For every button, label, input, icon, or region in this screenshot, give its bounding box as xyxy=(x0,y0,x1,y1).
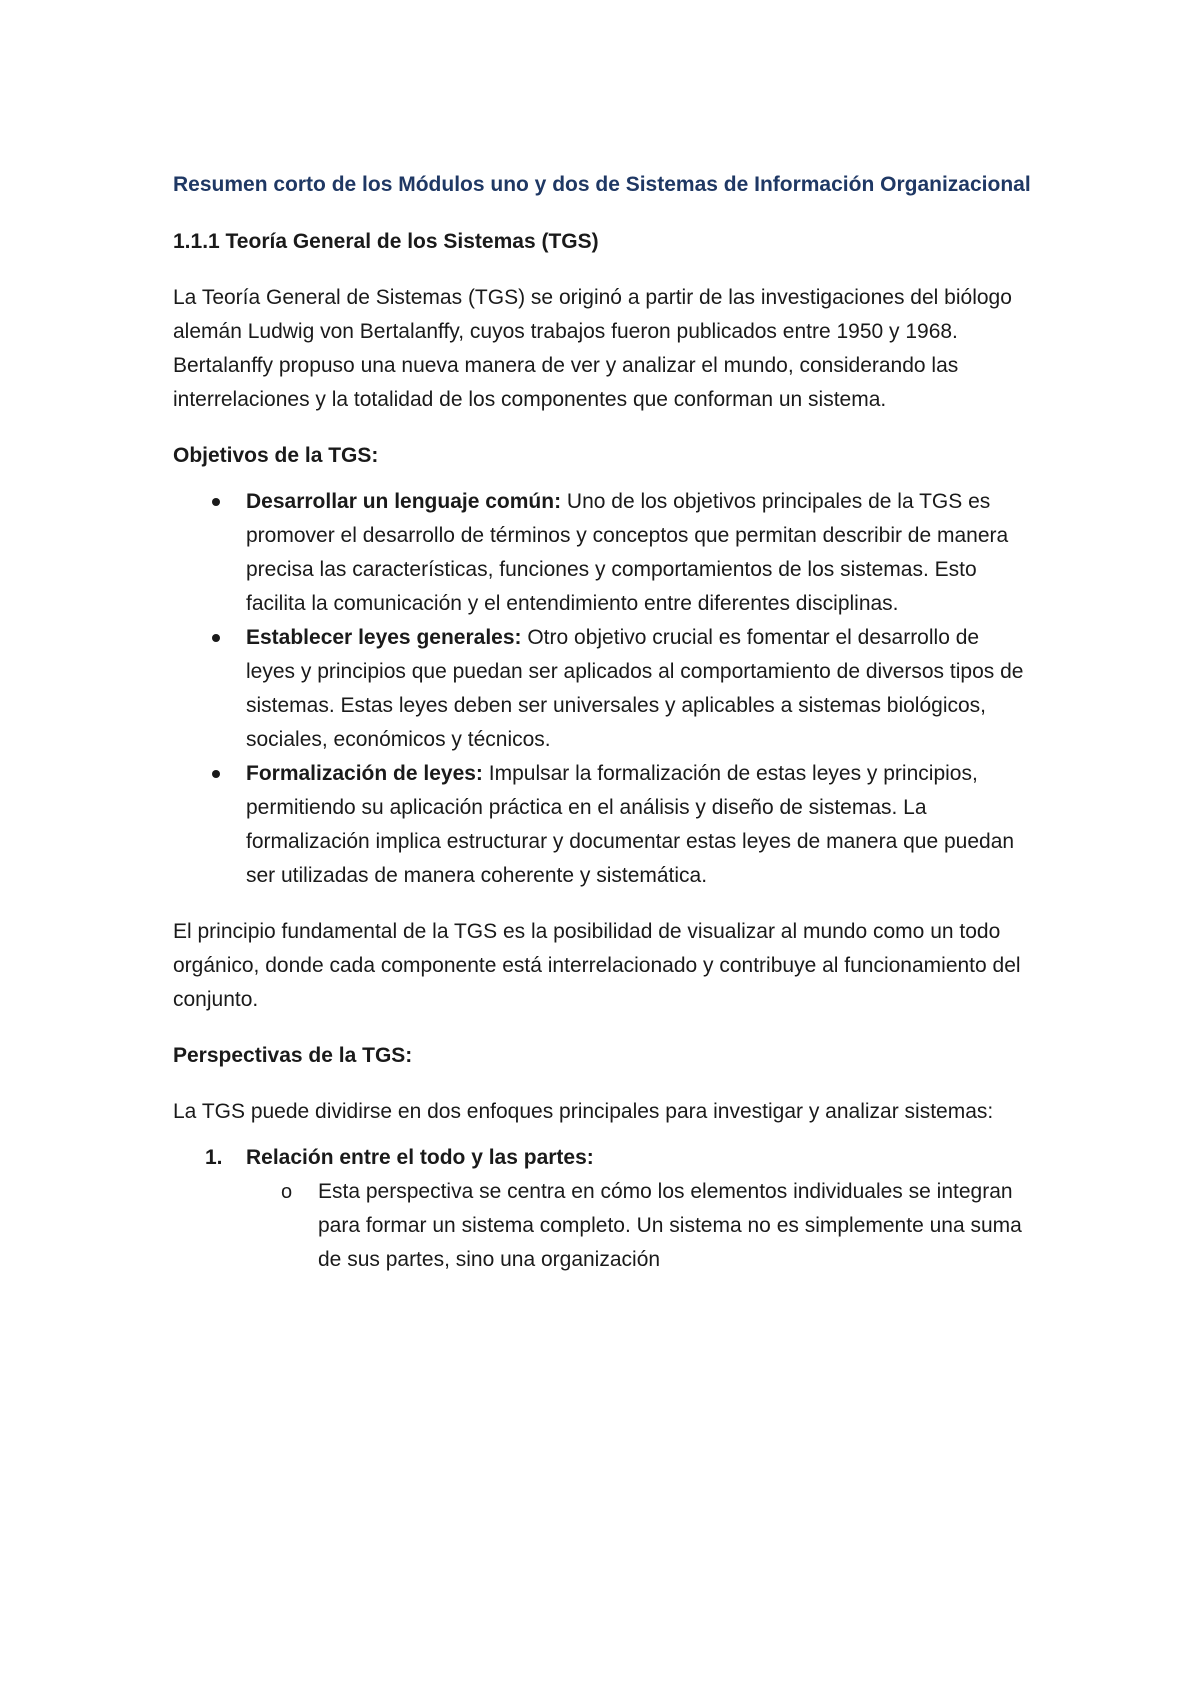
objective-term: Establecer leyes generales: xyxy=(246,626,522,649)
bullet-icon xyxy=(212,634,220,642)
objectives-list xyxy=(173,473,1033,893)
sub-list-item xyxy=(246,1175,1033,1277)
document-body xyxy=(173,168,1033,1277)
list-item xyxy=(173,485,1033,621)
objective-term: Desarrollar un lenguaje común: xyxy=(246,490,562,513)
sub-item-text: Esta perspectiva se centra en cómo los elementos individuales se integran para formar un sistema completo. Un sistema no es simplemente una suma de sus partes, sino una organización xyxy=(318,1180,1022,1271)
list-item xyxy=(173,621,1033,757)
list-item xyxy=(173,757,1033,893)
objective-term: Formalización de leyes: xyxy=(246,762,483,785)
intro-paragraph: La Teoría General de Sistemas (TGS) se originó a partir de las investigaciones del biólogo alemán Ludwig von Bertalanffy, cuyos trabajos fueron publicados entre 1950 y 1968. Bertalanffy propuso una nueva manera de ver y analizar el mundo, considerando las interrelaciones y la totalidad de los componentes que conforman un sistema. xyxy=(173,286,1012,411)
document-title: Resumen corto de los Módulos uno y dos de Sistemas de Información Organizacional xyxy=(173,173,1031,196)
bullet-icon xyxy=(212,770,220,778)
perspectives-intro: La TGS puede dividirse en dos enfoques principales para investigar y analizar sistemas: xyxy=(173,1100,994,1123)
perspective-label: Relación entre el todo y las partes: xyxy=(246,1146,594,1169)
list-number: 1. xyxy=(205,1146,223,1169)
perspectives-list xyxy=(173,1129,1033,1277)
objectives-heading: Objetivos de la TGS: xyxy=(173,444,379,467)
sub-list xyxy=(246,1175,1033,1277)
principle-paragraph: El principio fundamental de la TGS es la posibilidad de visualizar al mundo como un todo orgánico, donde cada componente está interrelacionado y contribuye al funcionamiento del conjunto. xyxy=(173,920,1021,1011)
objective-text: Impulsar la formalización de estas leyes y principios, permitiendo su aplicación práctica en el análisis y diseño de sistemas. La formalización implica estructurar y documentar estas leyes de manera que puedan ser utilizadas de manera coherente y sistemática. xyxy=(246,762,1015,887)
circle-bullet-icon: o xyxy=(281,1181,293,1203)
list-item xyxy=(173,1141,1033,1277)
objective-text: Uno de los objetivos principales de la TGS es promover el desarrollo de términos y conceptos que permitan describir de manera precisa las características, funciones y comportamientos de los sistemas. Esto facilita la comunicación y el entendimiento entre diferentes disciplinas. xyxy=(246,490,1009,615)
perspectives-heading: Perspectivas de la TGS: xyxy=(173,1044,413,1067)
objective-text: Otro objetivo crucial es fomentar el desarrollo de leyes y principios que puedan ser aplicados al comportamiento de diversos tipos de sistemas. Estas leyes deben ser universales y aplicables a sistemas biológicos, sociales, económicos y técnicos. xyxy=(246,626,1024,751)
section-heading: 1.1.1 Teoría General de los Sistemas (TGS) xyxy=(173,230,599,253)
bullet-icon xyxy=(212,498,220,506)
